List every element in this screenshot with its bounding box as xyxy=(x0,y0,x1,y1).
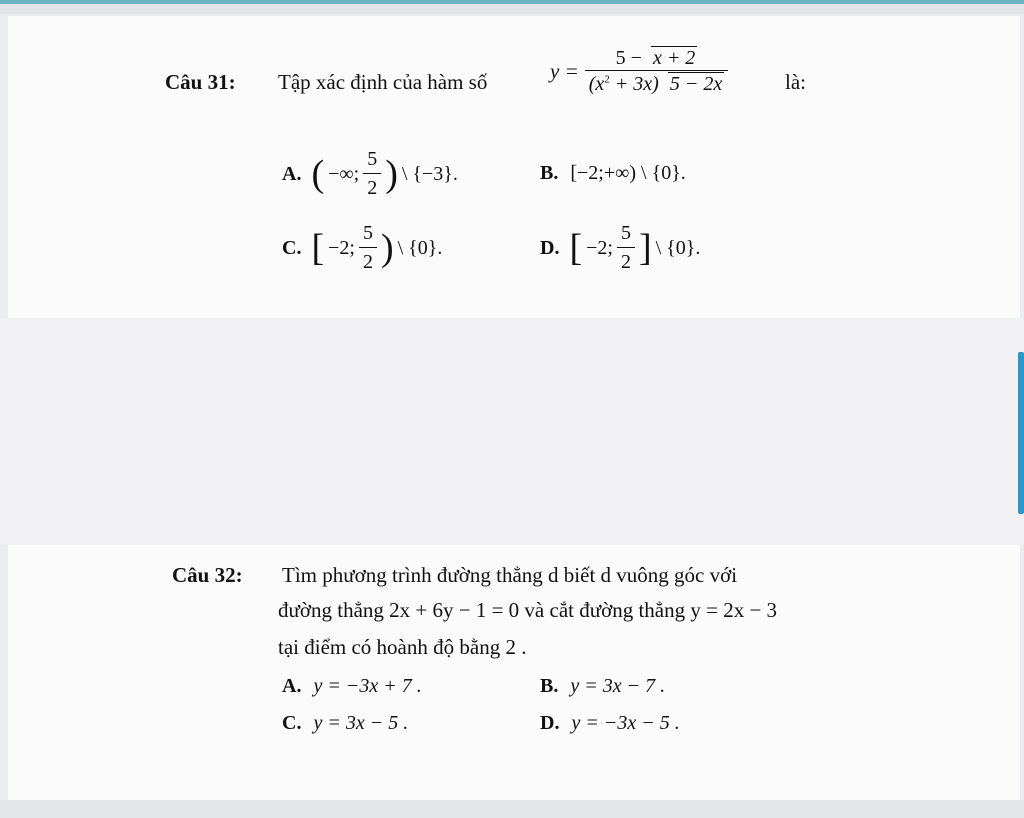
bottom-strip xyxy=(0,800,1024,818)
q31-d-fraction: $\frac{5}{2}$ xyxy=(617,222,635,274)
q32-option-b[interactable]: B. y = 3x − 7 . xyxy=(540,675,666,697)
scrollbar-thumb[interactable] xyxy=(1018,352,1024,514)
q31-tail: là: xyxy=(785,70,806,94)
q31-option-a[interactable]: A. ( −∞; $\frac{5}{2}$ ) \ {−3}. xyxy=(282,148,458,199)
q31-a-fraction: $\frac{5}{2}$ xyxy=(363,148,381,200)
q31-denominator: $(x^2 + 3x) 5 - 2x$ xyxy=(588,73,723,95)
q32-line3: tại điểm có hoành độ bằng 2 . xyxy=(278,635,527,659)
q32-option-c[interactable]: C. y = 3x − 5 . xyxy=(282,712,409,734)
q31-y-eq: y = xyxy=(550,58,579,83)
q31-numerator: 5 − x + 2 xyxy=(585,48,728,71)
q31-label: Câu 31: xyxy=(165,70,236,94)
q31-c-fraction: $\frac{5}{2}$ xyxy=(359,222,377,274)
q32-line2: đường thẳng 2x + 6y − 1 = 0 và cắt đường thẳng y = 2x − 3 xyxy=(278,598,778,622)
q31-option-c[interactable]: C. [ −2; $\frac{5}{2}$ ) \ {0}. xyxy=(282,222,443,273)
blank-gap xyxy=(0,318,1024,545)
q32-label: Câu 32: xyxy=(172,563,243,587)
q31-stem: Tập xác định của hàm số xyxy=(278,70,488,94)
q32-option-a[interactable]: A. y = −3x + 7 . xyxy=(282,675,422,697)
q31-option-b[interactable]: B. [−2;+∞) \ {0}. xyxy=(540,162,686,184)
q31-function xyxy=(550,48,728,94)
q31-option-d[interactable]: D. [ −2; $\frac{5}{2}$ ] \ {0}. xyxy=(540,222,701,273)
q32-line1: Tìm phương trình đường thẳng d biết d vuông góc với xyxy=(282,563,738,587)
q31-fraction xyxy=(585,48,728,94)
q32-option-d[interactable]: D. y = −3x − 5 . xyxy=(540,712,680,734)
question-31-card xyxy=(8,16,1020,318)
top-header-strip xyxy=(0,4,1024,14)
